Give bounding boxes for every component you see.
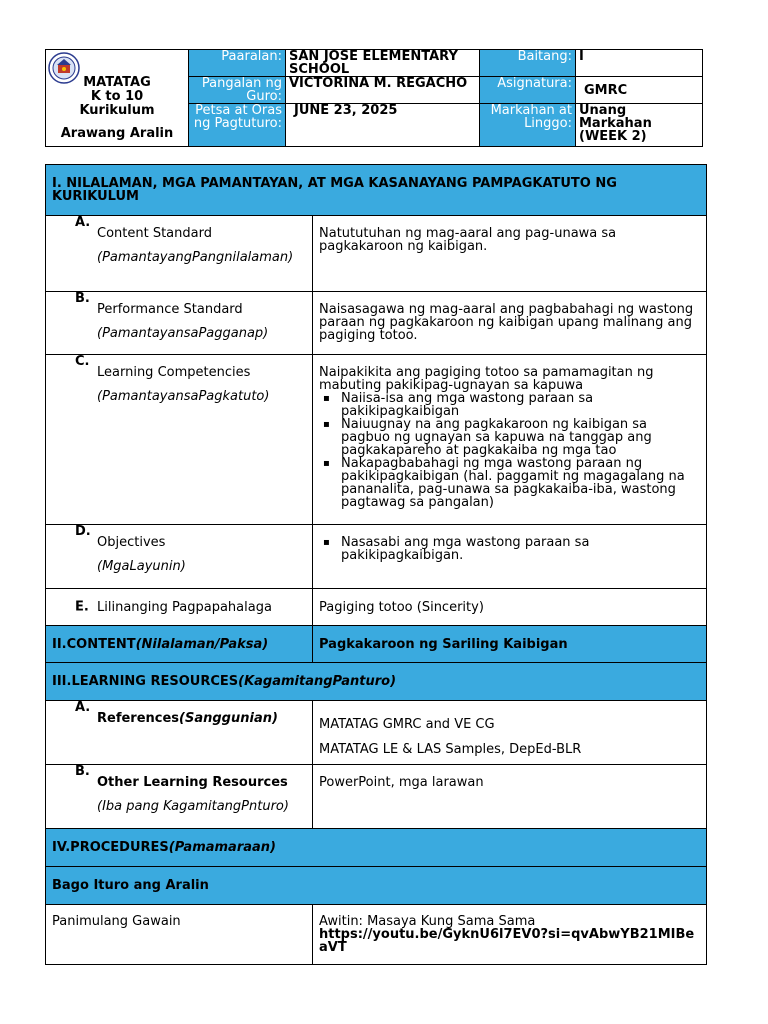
content-standard-value: Natututuhan ng mag-aaral ang pag-unawa sa pagkakaroon ng kaibigan. [313, 216, 707, 292]
values-value: Pagiging totoo (Sincerity) [313, 589, 707, 626]
references-letter: A. [75, 700, 91, 715]
kurikulum-title-3: Kurikulum [79, 103, 155, 118]
procedures-heading-italic: (Pamamaraan) [168, 840, 276, 855]
song-link[interactable]: https://youtu.be/GyknU6l7EV0?si=qvAbwYB21MIBeaVT [319, 927, 695, 955]
learning-competencies-list [319, 392, 700, 509]
values-label: Lilinanging Pagpapahalaga [97, 599, 272, 615]
objectives-letter: D. [75, 524, 91, 539]
petsa-value: JUNE 23, 2025 [286, 104, 480, 147]
asignatura-label: Asignatura: [480, 77, 576, 104]
markahan-label: Markahan at Linggo: [480, 104, 576, 147]
list-item: ▪ Naiisa-isa ang mga wastong paraan sa pakikipagkaibigan [341, 392, 700, 418]
content-label: II.CONTENT [52, 636, 136, 652]
list-item: ▪ Nasasabi ang mga wastong paraan sa pakikipagkaibigan. [341, 536, 700, 562]
learning-competencies-letter: C. [75, 354, 90, 369]
kurikulum-title-2: K to 10 [90, 89, 144, 104]
content-label-italic: (Nilalaman/Paksa) [135, 636, 269, 652]
references-label: References [97, 711, 180, 726]
petsa-label: Petsa at Oras ng Pagtuturo: [189, 104, 286, 147]
learning-competencies-label: Learning Competencies [97, 365, 251, 380]
opening-activity-label: Panimulang Gawain [46, 905, 313, 965]
header-table [45, 49, 703, 147]
content-standard-sub: (PamantayangPangnilalaman) [97, 250, 294, 265]
performance-standard-label: Performance Standard [97, 302, 243, 317]
content-row-label [46, 626, 313, 663]
objectives-list [319, 536, 700, 562]
baitang-label: Baitang: [480, 50, 576, 77]
references-line-1: MATATAG GMRC and VE CG [319, 717, 495, 732]
resources-heading: III.LEARNING RESOURCES [52, 674, 239, 689]
other-resources-letter: B. [75, 764, 90, 779]
guro-label: Pangalan ng Guro: [189, 77, 286, 104]
resources-heading-italic: (KagamitangPanturo) [238, 674, 397, 689]
values-letter: E. [75, 599, 89, 615]
before-lesson-heading: Bago Ituro ang Aralin [46, 867, 707, 905]
performance-standard-value: Naisasagawa ng mag-aaral ang pagbabahagi ng wastong paraan ng pagkakaroon ng kaibigan upang malinang ang pagiging totoo. [313, 292, 707, 355]
procedures-heading: IV.PROCEDURES [52, 840, 169, 855]
lesson-plan-table [45, 164, 707, 965]
learning-competencies-sub: (PamantayansaPagkatuto) [97, 389, 270, 404]
references-line-2: MATATAG LE & LAS Samples, DepEd-BLR [319, 742, 582, 757]
objectives-sub: (MgaLayunin) [97, 559, 186, 574]
list-item: ▪ Naiuugnay na ang pagkakaroon ng kaibigan sa pagbuo ng ugnayan sa kapuwa na tanggap ang pagkakapareho at pagkakaiba ng mga tao [341, 418, 700, 457]
arawang-aralin-label: Arawang Aralin [60, 126, 174, 141]
content-standard-label: Content Standard [97, 226, 212, 241]
paaralan-value: SAN JOSE ELEMENTARY SCHOOL [286, 50, 480, 77]
list-item: ▪ Nakapagbabahagi ng mga wastong paraan ng pakikipagkaibigan (hal. paggamit ng magagalang na pananalita, pag-unawa sa pagkakaiba-iba, wastong pagtawag sa pangalan) [341, 457, 700, 509]
asignatura-value: GMRC [576, 77, 703, 104]
content-standard-letter: A. [75, 215, 91, 230]
content-row-value: Pagkakaroon ng Sariling Kaibigan [313, 626, 707, 663]
other-resources-sub: (Iba pang KagamitangPnturo) [97, 799, 289, 814]
performance-standard-letter: B. [75, 291, 90, 306]
opening-song: Awitin: Masaya Kung Sama Sama [319, 914, 536, 929]
paaralan-label: Paaralan: [189, 50, 286, 77]
kurikulum-title-1: MATATAG [83, 75, 151, 90]
guro-value: VICTORINA M. REGACHO [286, 77, 480, 104]
header-logo-cell [46, 50, 189, 147]
objectives-label: Objectives [97, 535, 166, 550]
markahan-value: Unang Markahan (WEEK 2) [576, 104, 703, 147]
baitang-value: I [576, 50, 703, 77]
learning-competencies-intro: Naipakikita ang pagiging totoo sa pamamagitan ng mabuting pakikipag-ugnayan sa kapuwa [319, 365, 654, 393]
performance-standard-sub: (PamantayansaPagganap) [97, 326, 269, 341]
other-resources-label: Other Learning Resources [97, 775, 288, 790]
other-resources-value: PowerPoint, mga larawan [313, 765, 707, 829]
section1-heading: I. NILALAMAN, MGA PAMANTAYAN, AT MGA KASANAYANG PAMPAGKATUTO NG KURIKULUM [46, 165, 707, 216]
references-label-italic: (Sanggunian) [179, 711, 278, 726]
